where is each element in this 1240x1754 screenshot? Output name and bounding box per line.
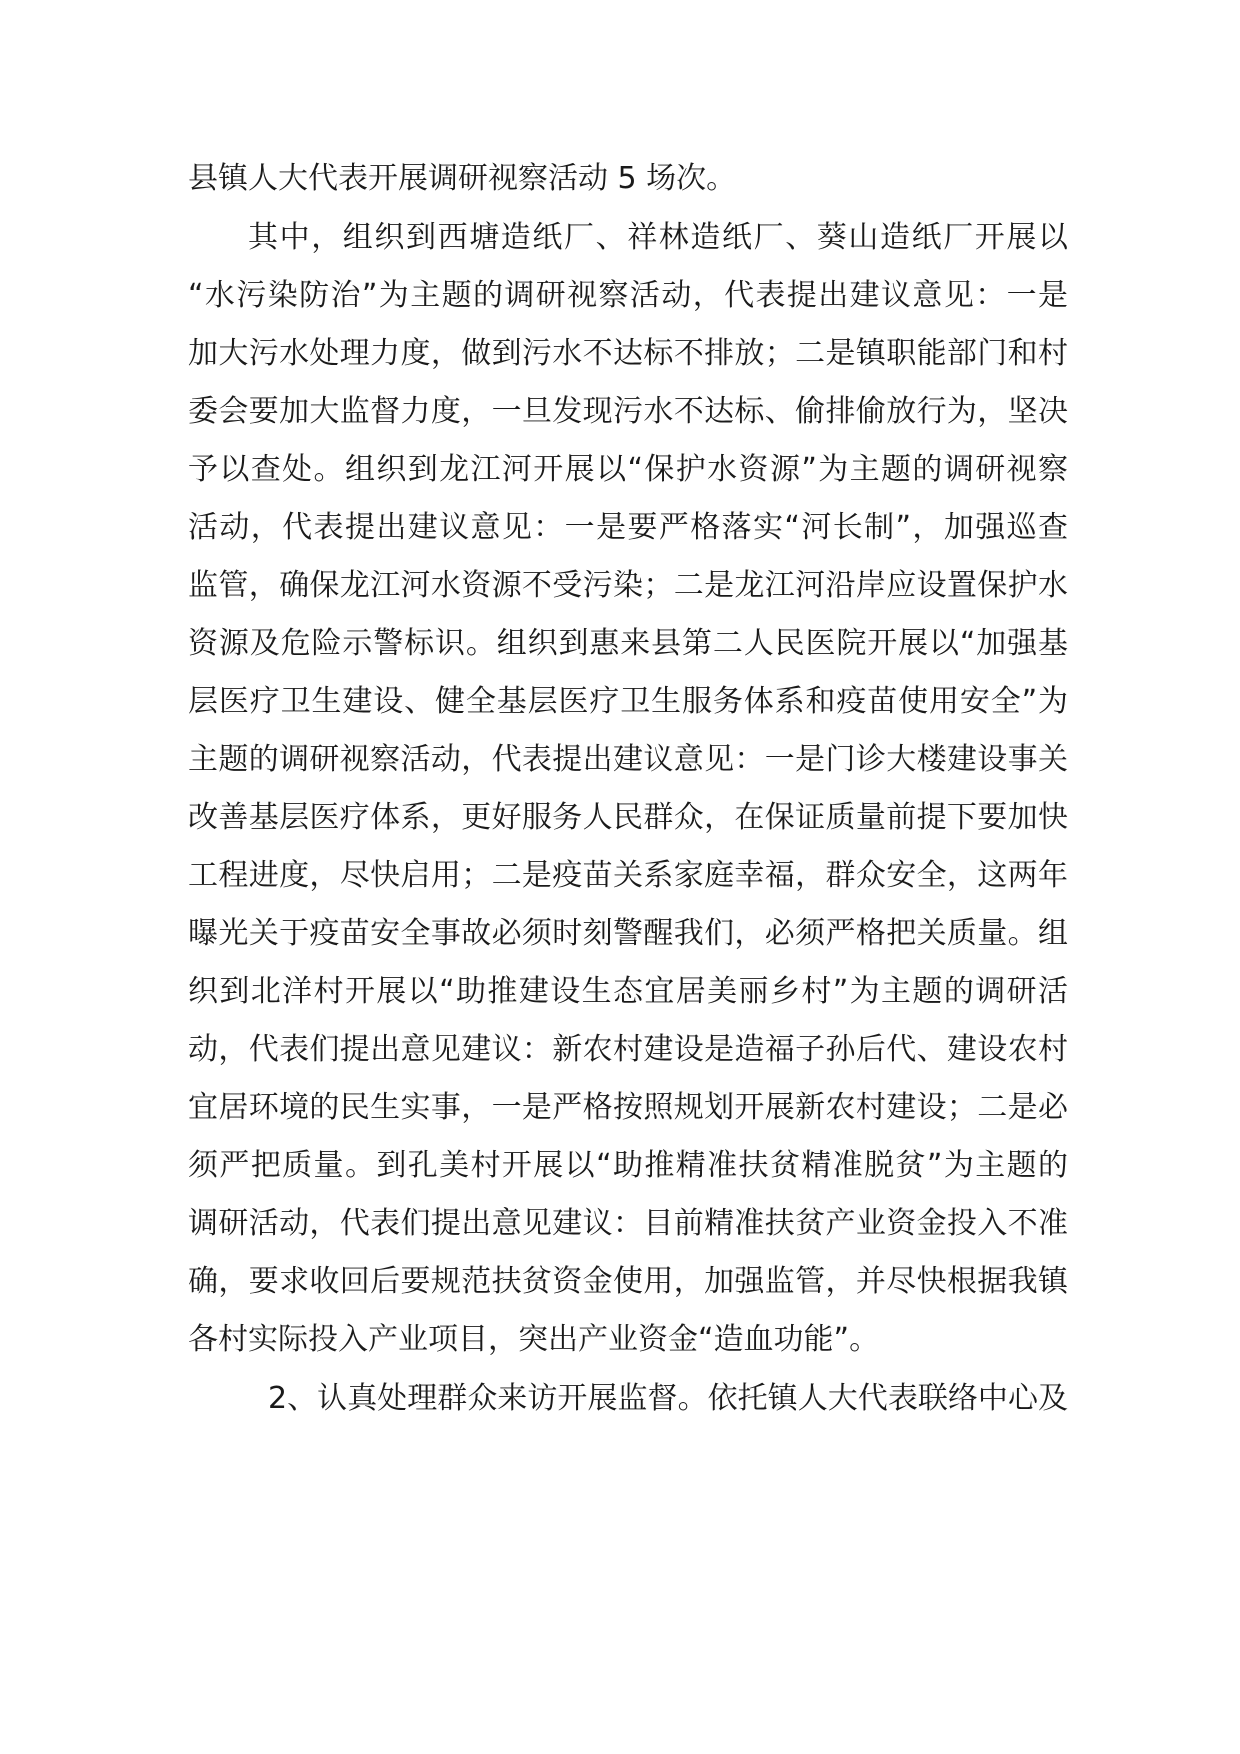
- text-line: 织到北洋村开展以“助推建设生态宜居美丽乡村”为主题的调研活: [188, 974, 1068, 1009]
- text-line: 曝光关于疫苗安全事故必须时刻警醒我们，必须严格把关质量。组: [188, 916, 1068, 951]
- text-line: 层医疗卫生建设、健全基层医疗卫生服务体系和疫苗使用安全”为: [188, 684, 1068, 719]
- text-line: 调研活动，代表们提出意见建议：目前精准扶贫产业资金投入不准: [188, 1206, 1068, 1241]
- text-line: 予以查处。组织到龙江河开展以“保护水资源”为主题的调研视察: [188, 452, 1068, 487]
- paragraph-end-line: 各村实际投入产业项目，突出产业资金“造血功能”。: [188, 1322, 880, 1357]
- text-line: 县镇人大代表开展调研视察活动 5 场次。: [188, 161, 737, 196]
- text-line: 主题的调研视察活动，代表提出建议意见：一是门诊大楼建设事关: [188, 742, 1068, 777]
- text-line: 委会要加大监督力度，一旦发现污水不达标、偷排偷放行为，坚决: [188, 394, 1068, 429]
- section-heading-line: 2、认真处理群众来访开展监督。依托镇人大代表联络中心及: [268, 1381, 1068, 1416]
- text-line: 宜居环境的民生实事，一是严格按照规划开展新农村建设；二是必: [188, 1090, 1068, 1125]
- text-line: 确，要求收回后要规范扶贫资金使用，加强监管，并尽快根据我镇: [188, 1264, 1068, 1299]
- text-line: “水污染防治”为主题的调研视察活动，代表提出建议意见：一是: [188, 278, 1068, 313]
- text-line: 改善基层医疗体系，更好服务人民群众，在保证质量前提下要加快: [188, 800, 1068, 835]
- text-line: 资源及危险示警标识。组织到惠来县第二人民医院开展以“加强基: [188, 626, 1068, 661]
- text-line: 活动，代表提出建议意见：一是要严格落实“河长制”，加强巡查: [188, 510, 1068, 545]
- text-line: 动，代表们提出意见建议：新农村建设是造福子孙后代、建设农村: [188, 1032, 1068, 1067]
- text-line: 工程进度，尽快启用；二是疫苗关系家庭幸福，群众安全，这两年: [188, 858, 1068, 893]
- text-line: 须严把质量。到孔美村开展以“助推精准扶贫精准脱贫”为主题的: [188, 1148, 1068, 1183]
- paragraph-start-line: 其中，组织到西塘造纸厂、祥林造纸厂、葵山造纸厂开展以: [248, 220, 1068, 255]
- text-line: 加大污水处理力度，做到污水不达标不排放；二是镇职能部门和村: [188, 336, 1068, 371]
- text-line: 监管，确保龙江河水资源不受污染；二是龙江河沿岸应设置保护水: [188, 568, 1068, 603]
